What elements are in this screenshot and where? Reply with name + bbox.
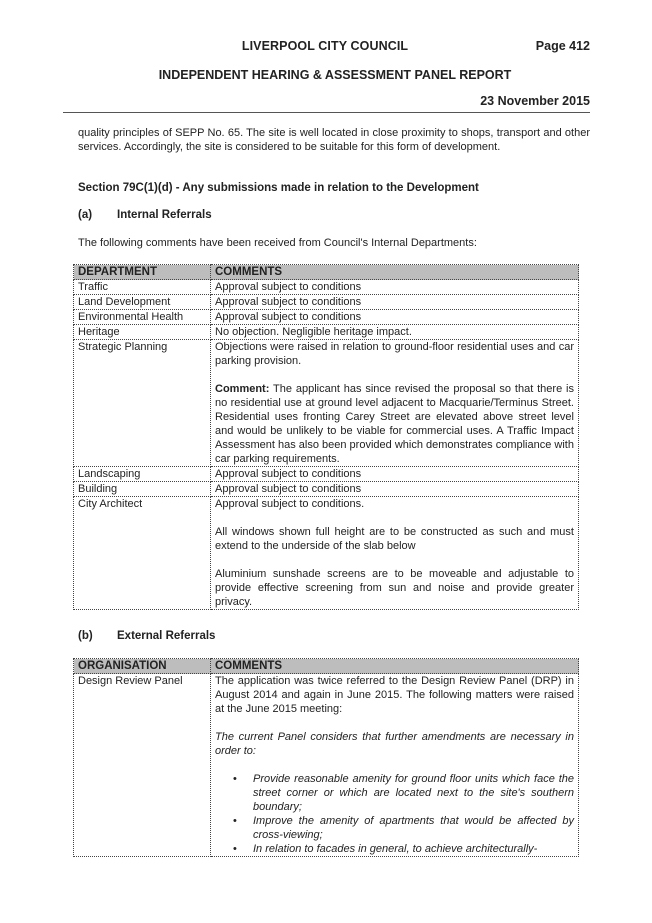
department-cell: Strategic Planning (74, 340, 211, 467)
department-cell: Building (74, 482, 211, 497)
intro-paragraph: quality principles of SEPP No. 65. The site is well located in close proximity to shops, transport and other services. Accordingly, the site is considered to be suitable for this form of development. (78, 127, 590, 153)
comment-cell: Approval subject to conditions (211, 467, 579, 482)
comment-cell (211, 340, 579, 467)
table-row (74, 674, 579, 857)
table-row (74, 467, 579, 482)
column-header-organisation: ORGANISATION (74, 659, 211, 674)
internal-referrals-letter: (a) (78, 209, 93, 221)
report-title: INDEPENDENT HEARING & ASSESSMENT PANEL REPORT (158, 68, 512, 82)
organisation-cell: Design Review Panel (74, 674, 211, 857)
architect-windows-text: All windows shown full height are to be constructed as such and must extend to the underside of the slab below (215, 526, 574, 552)
drp-panel-statement: The current Panel considers that further amendments are necessary in order to: (215, 731, 574, 757)
comment-body: The applicant has since revised the proposal so that there is no residential use at ground level adjacent to Macquarie/Terminus Street. Residential uses fronting Carey Street are elevated above street level and would be unlikely to be viable for commercial uses. A Traffic Impact Assessment has also been provided which demonstrates compliance with car parking requirements. (215, 383, 574, 465)
department-cell: Traffic (74, 280, 211, 295)
report-date: 23 November 2015 (480, 94, 590, 108)
comment-label: Comment: (215, 383, 270, 395)
department-cell: Heritage (74, 325, 211, 340)
department-cell: Land Development (74, 295, 211, 310)
drp-referral-text: The application was twice referred to the Design Review Panel (DRP) in August 2014 and again in June 2015. The following matters were raised at the June 2015 meeting: (215, 675, 574, 715)
table-row (74, 340, 579, 467)
comment-cell: Approval subject to conditions (211, 310, 579, 325)
table-row (74, 295, 579, 310)
strategic-objection-text: Objections were raised in relation to ground-floor residential uses and car parking provision. (215, 341, 574, 367)
comment-cell: Approval subject to conditions (211, 295, 579, 310)
comment-cell (211, 497, 579, 610)
table-header-row (74, 659, 579, 674)
department-cell: City Architect (74, 497, 211, 610)
column-header-department: DEPARTMENT (74, 265, 211, 280)
section-heading: Section 79C(1)(d) - Any submissions made in relation to the Development (78, 182, 479, 194)
department-cell: Environmental Health (74, 310, 211, 325)
internal-referrals-title: Internal Referrals (117, 209, 212, 221)
page-number: Page 412 (535, 39, 590, 53)
column-header-comments: COMMENTS (211, 659, 579, 674)
list-item: • In relation to facades in general, to achieve architecturally- (215, 842, 574, 856)
council-name: LIVERPOOL CITY COUNCIL (241, 39, 409, 53)
internal-referrals-table (73, 264, 579, 610)
table-row (74, 310, 579, 325)
table-row (74, 325, 579, 340)
comment-cell: Approval subject to conditions (211, 280, 579, 295)
column-header-comments: COMMENTS (211, 265, 579, 280)
strategic-comment-text (215, 382, 574, 466)
external-referrals-letter: (b) (78, 630, 93, 642)
architect-screens-text: Aluminium sunshade screens are to be moveable and adjustable to provide effective screening from sun and noise and provide greater privacy. (215, 568, 574, 608)
architect-approval-text: Approval subject to conditions. (215, 498, 365, 510)
external-referrals-table (73, 658, 579, 857)
comment-cell: No objection. Negligible heritage impact. (211, 325, 579, 340)
header-divider (63, 112, 590, 113)
internal-referrals-intro: The following comments have been received from Council's Internal Departments: (78, 237, 477, 249)
table-row (74, 497, 579, 610)
table-row (74, 482, 579, 497)
comment-cell (211, 674, 579, 857)
table-row (74, 280, 579, 295)
table-header-row (74, 265, 579, 280)
comment-cell: Approval subject to conditions (211, 482, 579, 497)
department-cell: Landscaping (74, 467, 211, 482)
list-item: • Improve the amenity of apartments that would be affected by cross-viewing; (215, 814, 574, 842)
drp-bullet-list (215, 772, 574, 856)
list-item: • Provide reasonable amenity for ground floor units which face the street corner or which are located next to the site's southern boundary; (215, 772, 574, 814)
external-referrals-title: External Referrals (117, 630, 216, 642)
